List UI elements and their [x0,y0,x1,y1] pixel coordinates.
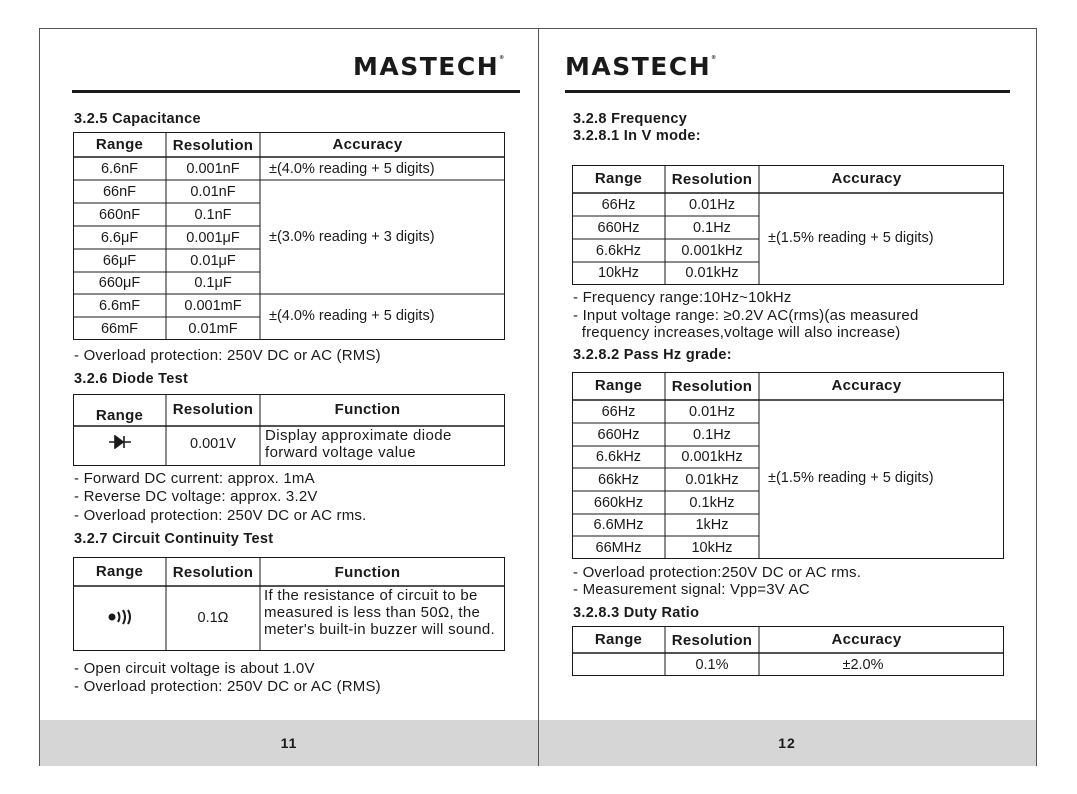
accuracy-cell: ±(1.5% reading + 5 digits) [768,470,934,486]
pass-hz-table [572,372,1004,559]
capacitance-heading: 3.2.5 Capacitance [74,111,201,127]
frequency-heading: 3.2.8 Frequency [573,111,688,127]
diode-heading: 3.2.6 Diode Test [74,371,189,387]
frequency-note: - Input voltage range: ≥0.2V AC(rms)(as measured [573,307,919,324]
capacitance-note: - Overload protection: 250V DC or AC (RMS) [74,347,381,364]
header-resolution: Resolution [172,401,254,418]
page-number-left: 11 [280,735,298,751]
continuity-function-text: If the resistance of circuit to be measured is less than 50Ω, the meter's built-in buzzer will sound. [264,587,495,638]
resolution-cell: 0.1μF [194,275,232,291]
header-range: Range [95,563,144,580]
registered-mark: ® [711,55,718,61]
resolution-cell: 0.01kHz [685,265,739,281]
range-cell: 6.6μF [100,230,139,246]
range-cell: 660nF [98,207,141,223]
header-range: Range [594,170,643,187]
header-accuracy: Accuracy [332,136,403,153]
range-cell: 6.6kHz [595,243,642,259]
header-accuracy: Accuracy [831,377,902,394]
header-function: Function [334,401,401,418]
range-cell: 66MHz [595,540,642,556]
brand-logo-left [353,52,506,81]
continuity-note: - Open circuit voltage is about 1.0V [74,660,315,677]
resolution-cell: 0.01μF [190,253,236,269]
frequency-note: - Frequency range:10Hz~10kHz [573,289,792,306]
resolution-cell: 0.1kHz [689,495,735,511]
page-divider [538,28,539,766]
header-rule-left [72,90,520,93]
resolution-cell: 0.001mF [184,298,242,314]
brand-logo-right [565,52,718,81]
diode-note: - Reverse DC voltage: approx. 3.2V [74,488,318,505]
resolution-cell: 10kHz [691,540,733,556]
range-cell: 6.6nF [100,161,139,177]
diode-function-text: Display approximate diode forward voltage value [265,427,452,461]
header-rule-right [565,90,1010,93]
diode-note: - Forward DC current: approx. 1mA [74,470,315,487]
header-range: Range [95,136,144,153]
resolution-cell: 0.1Hz [693,220,731,236]
diode-resolution: 0.001V [190,436,236,452]
frequency-note: frequency increases,voltage will also increase) [573,324,901,341]
page-number-right: 12 [778,735,796,751]
v-mode-subheading: 3.2.8.1 In V mode: [573,128,701,144]
diode-icon [109,435,131,449]
duty-heading: 3.2.8.3 Duty Ratio [573,605,700,621]
resolution-cell: 0.001kHz [681,243,743,259]
brand-name: MASTECH [353,52,500,81]
continuity-heading: 3.2.7 Circuit Continuity Test [74,531,274,547]
header-accuracy: Accuracy [831,631,902,648]
resolution-cell: 0.01kHz [685,472,739,488]
resolution-cell: 0.01Hz [689,404,735,420]
pass-hz-heading: 3.2.8.2 Pass Hz grade: [573,347,732,363]
range-cell: 660μF [98,275,141,291]
range-cell: 6.6mF [98,298,141,314]
range-cell: 66nF [102,184,137,200]
resolution-cell: 0.001kHz [681,449,743,465]
range-cell: 66kHz [597,472,640,488]
resolution-cell: 0.1Hz [693,427,731,443]
header-resolution: Resolution [172,564,254,581]
range-cell: 66Hz [601,197,636,213]
range-cell: 660Hz [597,427,640,443]
resolution-cell: 1kHz [695,517,729,533]
range-cell: 6.6MHz [593,517,644,533]
range-cell: 66mF [100,321,139,337]
header-range: Range [95,407,144,424]
resolution-cell: 0.01nF [190,184,236,200]
pass-hz-note: - Measurement signal: Vpp=3V AC [573,581,810,598]
header-resolution: Resolution [671,378,753,395]
range-cell: 660kHz [593,495,644,511]
accuracy-cell: ±(1.5% reading + 5 digits) [768,230,934,246]
pass-hz-note: - Overload protection:250V DC or AC rms. [573,564,862,581]
resolution-cell: 0.001μF [186,230,240,246]
header-accuracy: Accuracy [831,170,902,187]
buzzer-icon [108,609,132,625]
registered-mark: ® [499,55,506,61]
duty-table [572,626,1004,676]
resolution-cell: 0.01mF [188,321,238,337]
range-cell: 6.6kHz [595,449,642,465]
accuracy-cell: ±(4.0% reading + 5 digits) [269,308,435,324]
brand-name: MASTECH [565,52,712,81]
header-resolution: Resolution [671,632,753,649]
range-cell: 66Hz [601,404,636,420]
resolution-cell: 0.001nF [186,161,240,177]
range-cell: 660Hz [597,220,640,236]
header-function: Function [334,564,401,581]
diode-table [73,394,505,466]
resolution-cell: 0.1% [695,657,729,673]
header-range: Range [594,377,643,394]
continuity-resolution: 0.1Ω [197,610,229,626]
accuracy-cell: ±2.0% [842,657,884,673]
accuracy-cell: ±(3.0% reading + 3 digits) [269,229,435,245]
accuracy-cell: ±(4.0% reading + 5 digits) [269,161,435,177]
range-cell: 66μF [102,253,137,269]
range-cell: 10kHz [597,265,640,281]
header-resolution: Resolution [172,137,254,154]
continuity-table [73,557,505,651]
continuity-note: - Overload protection: 250V DC or AC (RMS) [74,678,381,695]
diode-note: - Overload protection: 250V DC or AC rms. [74,507,367,524]
v-mode-table [572,165,1004,285]
resolution-cell: 0.01Hz [689,197,735,213]
resolution-cell: 0.1nF [194,207,232,223]
header-range: Range [594,631,643,648]
header-resolution: Resolution [671,171,753,188]
capacitance-table [73,132,505,340]
